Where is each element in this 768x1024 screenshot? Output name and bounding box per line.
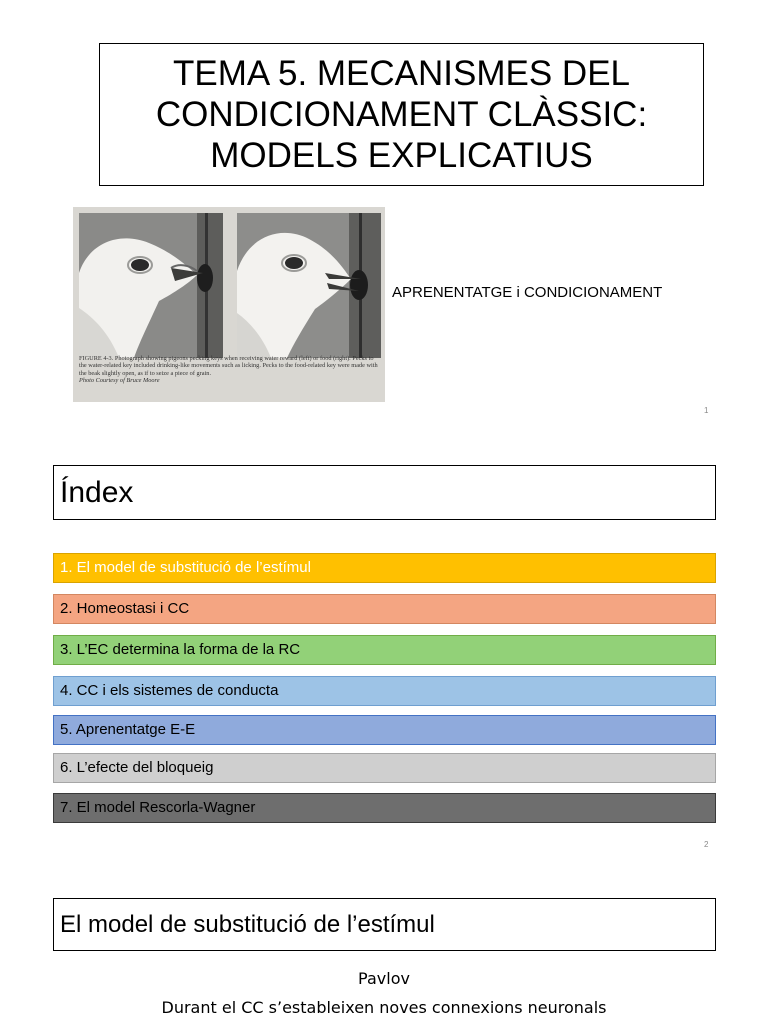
index-item-5[interactable]: 5. Aprenentatge E-E <box>53 715 716 745</box>
page-number-1: 1 <box>704 406 709 415</box>
index-item-6[interactable]: 6. L’efecte del bloqueig <box>53 753 716 783</box>
description-line: Durant el CC s’estableixen noves connexions neuronals <box>161 998 607 1017</box>
section-heading-text: El model de substitució de l’estímul <box>60 911 435 938</box>
pigeon-photo-figure <box>73 207 385 402</box>
index-heading-text: Índex <box>60 476 134 509</box>
index-item-1[interactable]: 1. El model de substitució de l’estímul <box>53 553 716 583</box>
index-item-7[interactable]: 7. El model Rescorla-Wagner <box>53 793 716 823</box>
figure-caption <box>79 355 379 384</box>
slide-title <box>99 43 704 186</box>
page-number-2: 2 <box>704 840 709 849</box>
slide-title-text: TEMA 5. MECANISMES DEL CONDICIONAMENT CLÀSSIC: MODELS EXPLICATIUS <box>155 54 648 175</box>
course-subtitle: APRENENTATGE i CONDICIONAMENT <box>392 284 663 301</box>
figure-caption-text: FIGURE 4-3. Photograph showing pigeons pecking keys when receiving water reward (left) or food (right). Pecks to the water-related key included drinking-like movements such as licking. Pecks to the food-related key were made with the beak slightly open, as if to seize a piece of grain. <box>79 355 378 377</box>
index-item-4[interactable]: 4. CC i els sistemes de conducta <box>53 676 716 706</box>
section-heading <box>53 898 716 951</box>
index-item-2[interactable]: 2. Homeostasi i CC <box>53 594 716 624</box>
author-line: Pavlov <box>358 969 410 988</box>
pigeon-water-photo <box>79 213 223 358</box>
index-heading <box>53 465 716 520</box>
pigeon-food-photo <box>237 213 381 358</box>
index-item-3[interactable]: 3. L’EC determina la forma de la RC <box>53 635 716 665</box>
figure-credit: Photo Courtesy of Bruce Moore <box>79 376 160 384</box>
